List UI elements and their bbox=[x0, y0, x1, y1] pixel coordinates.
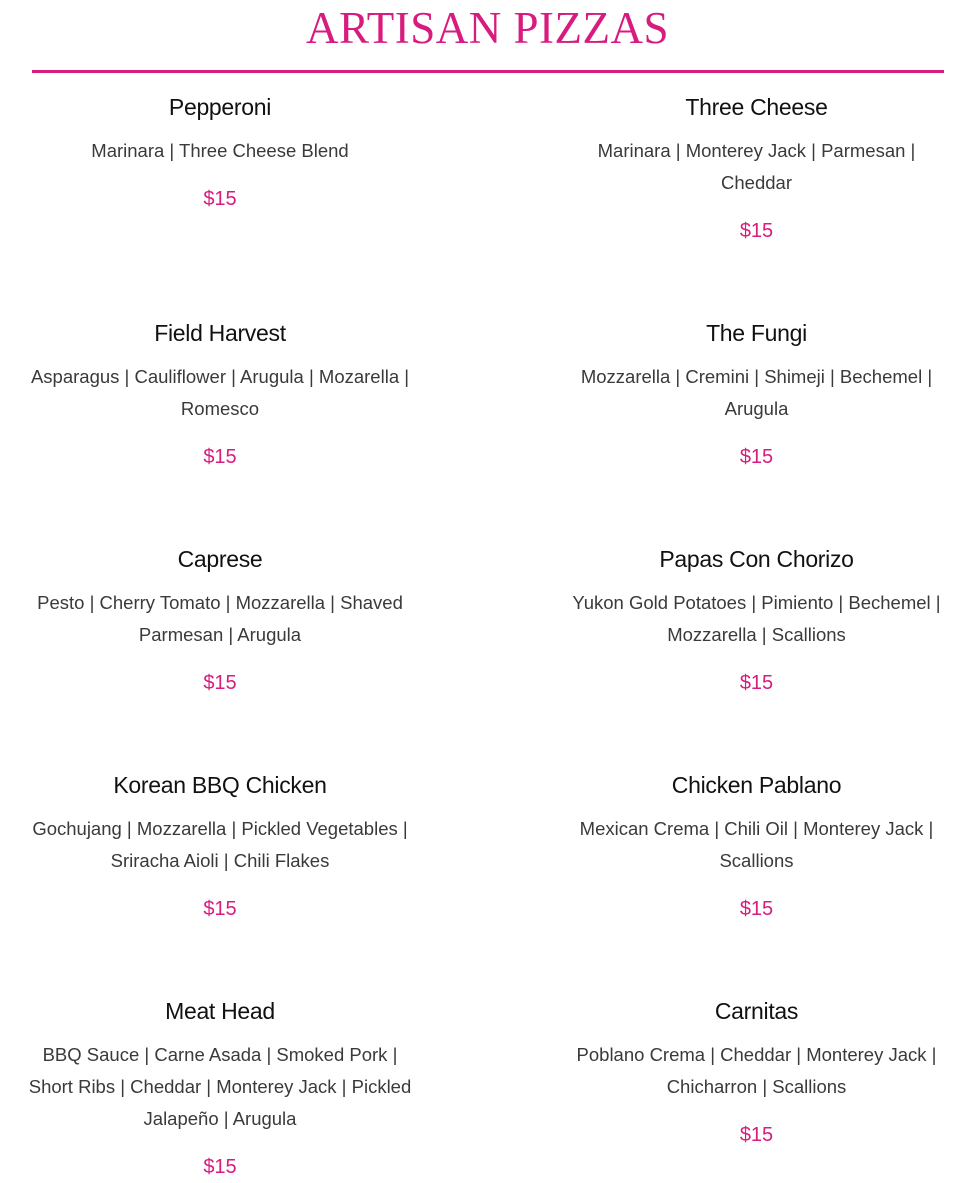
item-name: Field Harvest bbox=[154, 320, 286, 346]
item-description: Marinara | Monterey Jack | Parmesan | Cheddar bbox=[597, 140, 916, 193]
item-price: $15 bbox=[739, 898, 774, 920]
page-title: ARTISAN PIZZAS bbox=[305, 3, 670, 53]
item-price: $15 bbox=[739, 446, 774, 468]
menu-item bbox=[566, 994, 947, 1151]
item-name: Korean BBQ Chicken bbox=[113, 772, 327, 798]
item-name: Three Cheese bbox=[685, 94, 828, 120]
item-name: Meat Head bbox=[165, 998, 275, 1024]
menu-item bbox=[566, 542, 947, 699]
menu-item bbox=[566, 768, 947, 925]
menu-item bbox=[28, 768, 412, 925]
menu-item bbox=[28, 316, 412, 473]
item-name: The Fungi bbox=[706, 320, 807, 346]
item-description: Mexican Crema | Chili Oil | Monterey Jack | Scallions bbox=[579, 818, 934, 871]
menu-item bbox=[566, 90, 947, 247]
item-price: $15 bbox=[203, 898, 237, 920]
item-description: Asparagus | Cauliflower | Arugula | Mozarella | Romesco bbox=[30, 366, 410, 419]
item-price: $15 bbox=[739, 672, 774, 694]
menu-item bbox=[28, 90, 412, 215]
item-description: Mozzarella | Cremini | Shimeji | Bechemel | Arugula bbox=[580, 366, 933, 419]
item-price: $15 bbox=[203, 672, 237, 694]
item-description: BBQ Sauce | Carne Asada | Smoked Pork | Short Ribs | Cheddar | Monterey Jack | Pickled Jalapeño | Arugula bbox=[28, 1044, 412, 1129]
item-name: Pepperoni bbox=[168, 94, 272, 120]
item-description: Yukon Gold Potatoes | Pimiento | Bechemel | Mozzarella | Scallions bbox=[572, 592, 941, 645]
item-description: Pesto | Cherry Tomato | Mozzarella | Shaved Parmesan | Arugula bbox=[37, 592, 403, 645]
item-price: $15 bbox=[739, 1124, 774, 1146]
item-price: $15 bbox=[203, 188, 237, 210]
item-name: Chicken Pablano bbox=[671, 772, 842, 798]
item-description: Marinara | Three Cheese Blend bbox=[91, 140, 349, 161]
item-price: $15 bbox=[739, 220, 774, 242]
item-description: Poblano Crema | Cheddar | Monterey Jack | Chicharron | Scallions bbox=[576, 1044, 937, 1097]
item-name: Caprese bbox=[177, 546, 263, 572]
item-name: Carnitas bbox=[714, 998, 799, 1024]
item-name: Papas Con Chorizo bbox=[659, 546, 854, 572]
item-price: $15 bbox=[203, 446, 237, 468]
item-price: $15 bbox=[203, 1156, 237, 1178]
item-description: Gochujang | Mozzarella | Pickled Vegetables | Sriracha Aioli | Chili Flakes bbox=[32, 818, 408, 871]
menu-item bbox=[28, 542, 412, 699]
menu-item bbox=[28, 994, 412, 1183]
menu-item bbox=[566, 316, 947, 473]
